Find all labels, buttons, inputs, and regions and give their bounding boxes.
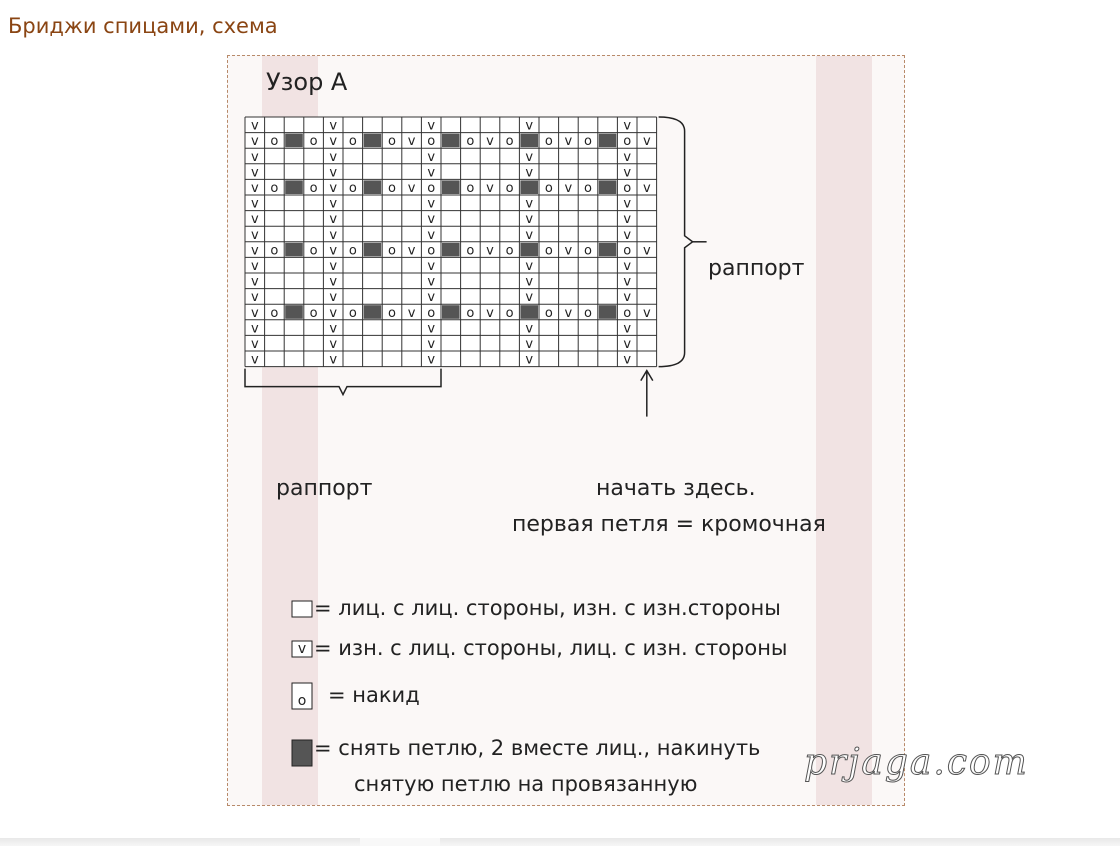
cell-yarnover: o: [309, 305, 318, 321]
cell-purl: v: [486, 134, 494, 150]
cell-slip: [285, 243, 303, 257]
page-title: Бриджи спицами, схема: [8, 14, 278, 38]
cell-yarnover: o: [427, 134, 436, 150]
cell-purl: v: [486, 243, 494, 259]
cell-purl: v: [642, 134, 651, 150]
cell-purl: v: [642, 181, 651, 196]
cell-purl: v: [250, 337, 259, 352]
cell-yarnover: o: [584, 134, 592, 150]
repeat-bracket-bottom: [245, 369, 441, 395]
cell-purl: v: [564, 305, 573, 321]
cell-purl: v: [329, 274, 338, 290]
cell-purl: v: [525, 196, 534, 212]
cell-purl: v: [329, 118, 338, 134]
cell-purl: v: [623, 227, 632, 243]
legend-symbol-glyph: v: [297, 641, 307, 657]
cell-purl: v: [623, 274, 632, 290]
cell-purl: v: [623, 352, 632, 368]
repeat-bracket-right: [659, 117, 693, 367]
watermark-script: prjaga.com: [804, 742, 1029, 783]
cell-purl: v: [329, 196, 338, 212]
cell-purl: v: [250, 196, 259, 212]
cell-yarnover: o: [544, 134, 553, 150]
cell-purl: v: [525, 321, 534, 337]
cell-purl: v: [486, 181, 494, 196]
cell-purl: v: [329, 305, 338, 321]
cell-slip: [599, 305, 617, 319]
legend-text-purl: = изн. с лиц. стороны, лиц. с изн. стороны: [314, 636, 788, 660]
cell-yarnover: o: [505, 181, 514, 196]
bottom-divider: [0, 838, 1120, 846]
cell-purl: v: [427, 321, 436, 337]
cell-purl: v: [250, 274, 259, 290]
cell-purl: v: [623, 212, 632, 228]
cell-yarnover: o: [270, 305, 279, 321]
cell-purl: v: [250, 165, 259, 181]
start-label: начать здесь.: [596, 476, 756, 501]
cell-yarnover: o: [505, 243, 514, 259]
cell-yarnover: o: [348, 305, 357, 321]
cell-purl: v: [427, 337, 436, 352]
cell-purl: v: [407, 134, 416, 150]
cell-purl: v: [623, 337, 632, 352]
cell-slip: [520, 180, 538, 194]
cell-slip: [599, 180, 617, 194]
cell-purl: v: [623, 290, 632, 306]
cell-slip: [442, 243, 460, 257]
cell-purl: v: [329, 149, 338, 165]
repeat-label-right: раппорт: [708, 256, 805, 281]
cell-purl: v: [329, 227, 338, 243]
cell-purl: v: [427, 259, 436, 274]
cell-purl: v: [525, 274, 534, 290]
cell-yarnover: o: [309, 243, 318, 259]
cell-purl: v: [250, 259, 259, 274]
cell-purl: v: [407, 305, 416, 321]
cell-yarnover: o: [544, 181, 553, 196]
cell-purl: v: [623, 321, 632, 337]
legend-symbol-slip: [292, 740, 312, 766]
cell-purl: v: [525, 212, 534, 228]
legend-text-slip-2: снятую петлю на провязанную: [354, 772, 698, 796]
cell-purl: v: [623, 165, 632, 181]
cell-purl: v: [623, 196, 632, 212]
cell-yarnover: o: [427, 243, 436, 259]
cell-purl: v: [525, 149, 534, 165]
cell-slip: [520, 134, 538, 148]
cell-purl: v: [642, 243, 651, 259]
cell-purl: v: [407, 181, 416, 196]
cell-yarnover: o: [388, 243, 396, 259]
cell-yarnover: o: [623, 181, 632, 196]
cell-purl: v: [250, 321, 259, 337]
cell-slip: [599, 134, 617, 148]
cell-purl: v: [427, 227, 436, 243]
cell-yarnover: o: [584, 305, 592, 321]
cell-purl: v: [329, 321, 338, 337]
cell-yarnover: o: [427, 181, 436, 196]
cell-yarnover: o: [466, 134, 475, 150]
cell-purl: v: [407, 243, 416, 259]
cell-purl: v: [525, 118, 534, 134]
cell-slip: [364, 180, 382, 194]
cell-yarnover: o: [623, 134, 632, 150]
cell-yarnover: o: [505, 134, 514, 150]
cell-slip: [442, 180, 460, 194]
cell-purl: v: [623, 259, 632, 274]
cell-purl: v: [525, 290, 534, 306]
first-stitch-label: первая петля = кромочная: [512, 512, 826, 537]
cell-purl: v: [427, 352, 436, 368]
cell-purl: v: [250, 149, 259, 165]
cell-purl: v: [250, 118, 259, 134]
cell-yarnover: o: [270, 243, 279, 259]
cell-purl: v: [250, 243, 259, 259]
cell-purl: v: [329, 259, 338, 274]
cell-purl: v: [427, 149, 436, 165]
cell-yarnover: o: [544, 305, 553, 321]
cell-purl: v: [329, 212, 338, 228]
cell-purl: v: [427, 290, 436, 306]
cell-purl: v: [250, 212, 259, 228]
cell-yarnover: o: [623, 305, 632, 321]
cell-purl: v: [250, 181, 259, 196]
cell-slip: [364, 305, 382, 319]
cell-slip: [442, 134, 460, 148]
cell-purl: v: [525, 352, 534, 368]
cell-slip: [285, 180, 303, 194]
cell-purl: v: [427, 274, 436, 290]
pattern-name: Узор A: [266, 68, 348, 96]
cell-slip: [520, 305, 538, 319]
cell-yarnover: o: [348, 181, 357, 196]
cell-purl: v: [329, 165, 338, 181]
legend-symbol-glyph: o: [297, 693, 307, 709]
cell-purl: v: [525, 337, 534, 352]
cell-purl: v: [525, 259, 534, 274]
cell-slip: [442, 305, 460, 319]
cell-yarnover: o: [623, 243, 632, 259]
cell-slip: [599, 243, 617, 257]
cell-yarnover: o: [309, 181, 318, 196]
cell-slip: [520, 243, 538, 257]
cell-yarnover: o: [388, 305, 396, 321]
cell-purl: v: [623, 118, 632, 134]
cell-yarnover: o: [584, 243, 592, 259]
cell-slip: [285, 134, 303, 148]
legend-text-knit: = лиц. с лиц. стороны, изн. с изн.стороны: [314, 596, 781, 620]
cell-purl: v: [564, 243, 573, 259]
cell-yarnover: o: [348, 134, 357, 150]
legend-symbol-empty: [292, 601, 312, 617]
cell-yarnover: o: [309, 134, 318, 150]
repeat-label-bottom: раппорт: [276, 476, 373, 501]
cell-yarnover: o: [466, 305, 475, 321]
cell-purl: v: [564, 181, 573, 196]
cell-purl: v: [564, 134, 573, 150]
cell-purl: v: [250, 290, 259, 306]
pattern-chart-figure: [227, 55, 1029, 806]
cell-slip: [364, 243, 382, 257]
cell-yarnover: o: [270, 181, 279, 196]
cell-yarnover: o: [388, 134, 396, 150]
cell-purl: v: [250, 305, 259, 321]
cell-purl: v: [329, 243, 338, 259]
cell-purl: v: [525, 165, 534, 181]
cell-purl: v: [329, 290, 338, 306]
cell-purl: v: [329, 134, 338, 150]
cell-yarnover: o: [505, 305, 514, 321]
cell-slip: [364, 134, 382, 148]
legend-text-slip: = снять петлю, 2 вместе лиц., накинуть: [314, 736, 761, 760]
cell-yarnover: o: [544, 243, 553, 259]
cell-purl: v: [329, 352, 338, 368]
cell-purl: v: [250, 227, 259, 243]
cell-purl: v: [427, 118, 436, 134]
cell-purl: v: [329, 337, 338, 352]
cell-yarnover: o: [388, 181, 396, 196]
cell-purl: v: [427, 165, 436, 181]
cell-purl: v: [329, 181, 338, 196]
cell-purl: v: [427, 196, 436, 212]
cell-yarnover: o: [584, 181, 592, 196]
cell-yarnover: o: [270, 134, 279, 150]
cell-purl: v: [642, 305, 651, 321]
cell-purl: v: [250, 134, 259, 150]
cell-purl: v: [486, 305, 494, 321]
cell-yarnover: o: [466, 181, 475, 196]
cell-purl: v: [623, 149, 632, 165]
cell-slip: [285, 305, 303, 319]
cell-purl: v: [250, 352, 259, 368]
cell-yarnover: o: [427, 305, 436, 321]
legend-text-yarnover: = накид: [328, 683, 420, 707]
cell-purl: v: [525, 227, 534, 243]
cell-yarnover: o: [466, 243, 475, 259]
cell-purl: v: [427, 212, 436, 228]
cell-yarnover: o: [348, 243, 357, 259]
